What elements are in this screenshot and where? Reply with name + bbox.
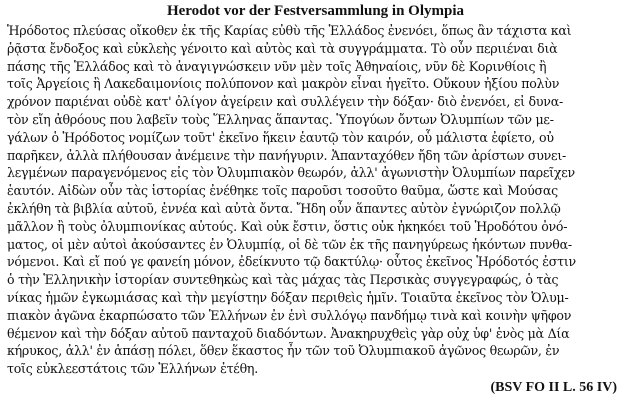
text-line: ἑαυτόν. Αἰδὼν οὖν τὰς ἱστορίας ἐνέθηκε τοῖς παροῦσι τοσοῦτο θαῦμα, ὥστε καὶ Μούσας: [7, 183, 558, 199]
text-line: χρόνον παριέναι οὐδὲ κατ' ὀλίγον ἀγείρειν καὶ συλλέγειν τὴν δόξαν· διὸ ἐνενόει, εἰ δυνα-: [7, 94, 563, 110]
text-line: τὸν εἴη ἀθρόους που λαβεῖν τοὺς Ἕλληνας ἅπαντας. Ὑπογύων ὄντων Ὀλυμπίων τῶν με-: [7, 111, 554, 127]
text-line: νίκας ἡμῶν ἐγκωμιάσας καὶ τὴν μεγίστην δόξαν περιθεὶς ἡμῖν. Τοιαῦτα ἐκεῖνος τὸν Ὀλυμ-: [7, 289, 569, 305]
text-line: κήρυκος, ἀλλ' ἐν ἁπάσῃ πόλει, ὅθεν ἕκαστος ἦν τῶν τοῦ Ὀλυμπιακοῦ ἀγῶνος θεωρῶν, ἐν: [7, 343, 560, 359]
greek-text-body: [7, 22, 627, 378]
text-line: νόμενοι. Καὶ εἴ πού γε φανείη μόνον, ἐδείκνυτο τῷ δακτύλῳ· οὗτος ἐκεῖνος Ἡρόδοτός ἐστιν: [7, 254, 576, 270]
text-line: ἐκλήθη τὰ βιβλία αὐτοῦ, ἐννέα καὶ αὐτὰ ὄντα. Ἤδη οὖν ἅπαντες αὐτὸν ἐγνώριζον πολλῷ: [7, 200, 561, 216]
text-line: μᾶλλον ἢ τοὺς ὀλυμπιονίκας αὐτούς. Καὶ οὐκ ἔστιν, ὅστις οὐκ ἠκηκόει τοῦ Ἡροδότου ὀνό-: [7, 218, 568, 234]
text-line: τοῖς εὐκλεεστάτοις τῶν Ἑλλήνων ἐτέθη.: [7, 361, 258, 377]
text-line: ῥᾷστα ἔνδοξος καὶ εὐκλεὴς γένοιτο καὶ αὐτὸς καὶ τὰ συγγράμματα. Τὸ οὖν περιιέναι διὰ: [7, 40, 558, 56]
text-line: θέμενον καὶ τὴν δόξαν αὐτοῦ πανταχοῦ διαδόντων. Ἀνακηρυχθεὶς γὰρ οὐχ ὑφ' ἑνὸς μὰ Δία: [7, 325, 570, 341]
text-line: παρῆκεν, ἀλλὰ πλήθουσαν ἀνέμεινε τὴν πανήγυριν. Ἁπανταχόθεν ἤδη τῶν ἀρίστων συνει-: [7, 147, 567, 163]
text-line: λεγμένων παραγενόμενος εἰς τὸν Ὀλυμπιακὸν θεωρόν, ἀλλ' ἀγωνιστὴν Ὀλυμπίων παρεῖχεν: [7, 165, 575, 181]
text-line: Ἡρόδοτος πλεύσας οἴκοθεν ἐκ τῆς Καρίας εὐθὺ τῆς Ἑλλάδος ἐνενόει, ὅπως ἂν τάχιστα καὶ: [7, 23, 572, 38]
text-line: πάσης τῆς Ἑλλάδος καὶ τὸ ἀναγιγνώσκειν νῦν μὲν τοῖς Ἀθηναίοις, νῦν δὲ Κορινθίοις ἢ: [7, 58, 547, 74]
text-line: ὁ τὴν Ἑλληνικὴν ἱστορίαν συντεθηκὼς καὶ τὰς μάχας τὰς Περσικὰς συγγεγραφώς, ὁ τὰς: [7, 272, 559, 288]
text-line: ματος, οἱ μὲν αὐτοὶ ἀκούσαντες ἐν Ὀλυμπίᾳ, οἱ δὲ τῶν ἐκ τῆς πανηγύρεως ἡκόντων πυνθα-: [7, 236, 572, 252]
text-line: τοῖς Ἀργείοις ἢ Λακεδαιμονίοις πολύπονον καὶ μακρὸν εἶναι ἡγεῖτο. Οὔκουν ἠξίου πολὺν: [7, 76, 560, 92]
document-title: Herodot vor der Festversammlung in Olympia: [166, 3, 465, 19]
text-line: γάλων ὁ Ἡρόδοτος νομίζων τοῦτ' ἐκεῖνο ἥκειν ἑαυτῷ τὸν καιρόν, οὗ μάλιστα ἐφίετο, οὐ: [7, 129, 554, 145]
source-citation: (BSV FO II L. 56 IV): [490, 380, 617, 395]
text-line: πιακὸν ἀγῶνα ἐκαρπώσατο τῶν Ἑλλήνων ἐν ἑνὶ συλλόγῳ πανδήμῳ τινὰ καὶ κοινὴν ψῆφον: [7, 307, 572, 323]
